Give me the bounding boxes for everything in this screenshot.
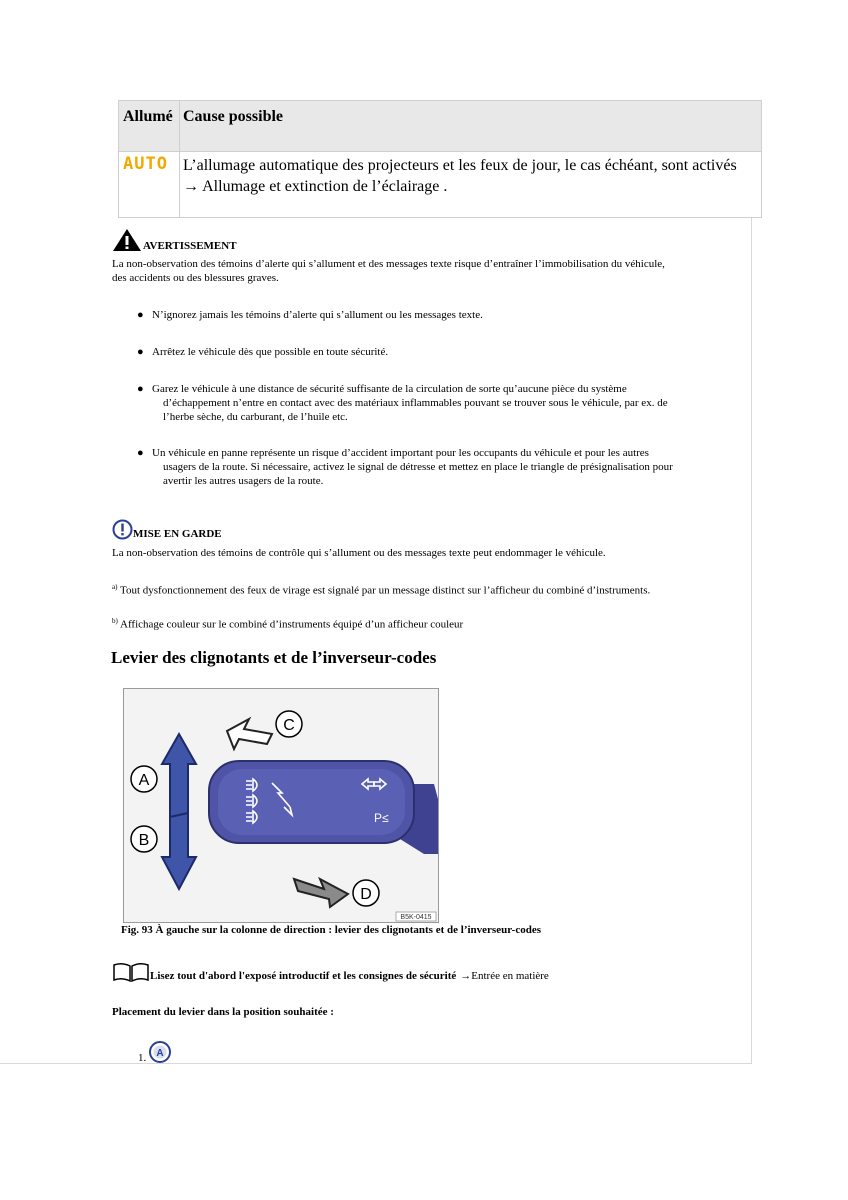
arrow-push bbox=[227, 719, 272, 749]
caution-heading bbox=[112, 519, 222, 540]
lever-figure bbox=[123, 688, 439, 923]
label-a: A bbox=[138, 772, 150, 789]
label-b: B bbox=[138, 832, 150, 849]
warning-title: AVERTISSEMENT bbox=[143, 240, 237, 252]
bullet-dot: ● bbox=[137, 309, 144, 321]
warning-heading bbox=[112, 228, 237, 252]
figure-ref-code: B5K-0415 bbox=[400, 914, 432, 921]
lever-head-face bbox=[218, 769, 405, 835]
page-bottom-rule bbox=[0, 1063, 752, 1064]
parking-light-icon: P≤ bbox=[374, 811, 389, 825]
caution-circle-icon bbox=[112, 519, 133, 540]
svg-text:A: A bbox=[156, 1048, 164, 1059]
warning-triangle-icon bbox=[112, 228, 142, 252]
table-cell-cause: L’allumage automatique des projecteurs et les feux de jour, le cas échéant, sont activés → Allumage et extinction de l’éclairage . bbox=[183, 157, 737, 195]
caution-title: MISE EN GARDE bbox=[133, 528, 222, 540]
read-first-text: Lisez tout d'abord l'exposé introductif et les consignes de sécurité bbox=[150, 970, 457, 982]
section-title: Levier des clignotants et de l’inverseur-codes bbox=[111, 648, 437, 667]
step-number: 1. bbox=[138, 1052, 147, 1064]
footnote-a: $^{a)}$ Tout dysfonctionnement des feux de virage est signalé par un message distinct sur l’afficheur du combiné d’instruments. bbox=[112, 583, 651, 597]
step-badge-a-icon bbox=[148, 1040, 172, 1064]
footnote-b: $^{b)}$ Affichage couleur sur le combiné d’instruments équipé d’un afficheur couleur bbox=[112, 617, 464, 631]
bullet-dot: ● bbox=[137, 383, 144, 395]
warning-bullet-3: ● Garez le véhicule à une distance de sécurité suffisante de la circulation de sorte qu’aucune pièce du système d’échappement n’entre en contact avec des matériaux inflammables pouvant se trouver sous le véhicule, par ex. de l’herbe sèche, du carburant, de l’huile etc. bbox=[137, 383, 668, 423]
bullet-dot: ● bbox=[137, 346, 144, 358]
arrow-pull bbox=[294, 879, 348, 907]
caution-body: La non-observation des témoins de contrôle qui s’allument ou des messages texte peut endommager le véhicule. bbox=[112, 547, 606, 559]
bullet-dot: ● bbox=[137, 447, 144, 459]
step-1 bbox=[138, 1040, 172, 1064]
arrow-down bbox=[162, 813, 196, 889]
entry-link[interactable]: →Entrée en matière bbox=[460, 970, 549, 982]
read-first-line bbox=[112, 962, 549, 982]
auto-light-icon: AUTO bbox=[123, 154, 168, 174]
warning-body-line2: des accidents ou des blessures graves. bbox=[112, 272, 279, 284]
placement-heading: Placement du levier dans la position souhaitée : bbox=[112, 1006, 334, 1018]
arrow-up bbox=[162, 734, 196, 819]
header-cause: Cause possible bbox=[183, 108, 284, 125]
status-table bbox=[118, 100, 762, 218]
label-d: D bbox=[360, 886, 372, 903]
book-icon bbox=[112, 962, 150, 982]
label-c: C bbox=[283, 717, 295, 734]
warning-bullet-4: ● Un véhicule en panne représente un risque d’accident important pour les occupants du véhicule et pour les autres usagers de la route. Si nécessaire, activez le signal de détresse et mettez en place le triangle de présignalisation pour avertir les autres usagers de la route. bbox=[137, 447, 673, 487]
figure-caption: Fig. 93 À gauche sur la colonne de direction : levier des clignotants et de l’inverseur-codes bbox=[121, 924, 541, 936]
column-divider bbox=[179, 101, 180, 217]
header-allume: Allumé bbox=[123, 108, 173, 125]
warning-body-line1: La non-observation des témoins d’alerte qui s’allument et des messages texte risque d’entraîner l’immobilisation du véhicule, bbox=[112, 258, 665, 270]
lever-illustration bbox=[124, 689, 438, 922]
